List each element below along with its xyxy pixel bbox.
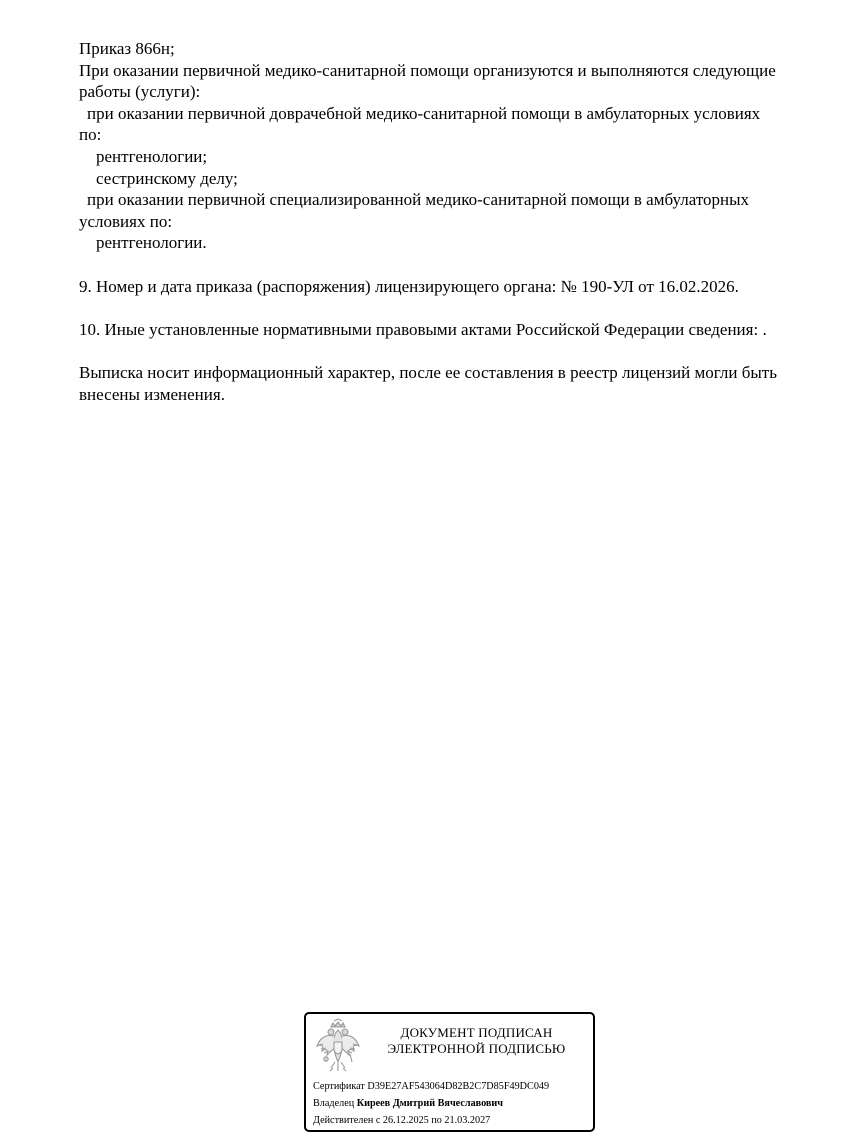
stamp-title-line: ЭЛЕКТРОННОЙ ПОДПИСЬЮ: [387, 1041, 566, 1056]
note-line: внесены изменения.: [79, 384, 225, 404]
document-line: Приказ 866н;: [79, 39, 175, 58]
note-line: Выписка носит информационный характер, после ее составления в реестр лицензий могли быть: [79, 362, 777, 382]
item-10: 10. Иные установленные нормативными правовыми актами Российской Федерации сведения: .: [79, 319, 767, 339]
certificate-row: [313, 1078, 549, 1095]
stamp-title: [366, 1025, 587, 1057]
certificate-label: Сертификат: [313, 1081, 365, 1092]
stamp-info: [313, 1078, 549, 1129]
document-line: при оказании первичной доврачебной медико-санитарной помощи в амбулаторных условиях: [87, 103, 761, 123]
spacer: [79, 297, 819, 319]
document-line: сестринскому делу;: [96, 168, 238, 188]
stamp-title-line: ДОКУМЕНТ ПОДПИСАН: [400, 1025, 553, 1040]
spacer: [79, 340, 819, 362]
owner-label: Владелец: [313, 1098, 355, 1109]
owner-value: Киреев Дмитрий Вячеславович: [356, 1098, 504, 1109]
electronic-signature-stamp: [304, 1012, 595, 1132]
spacer: [79, 254, 819, 276]
validity-row: Действителен с 26.12.2025 по 21.03.2027: [313, 1115, 491, 1126]
document-line: по:: [79, 125, 102, 145]
owner-row: [313, 1095, 549, 1112]
document-line: При оказании первичной медико-санитарной помощи организуются и выполняются следующие: [79, 60, 776, 80]
document-line: условиях по:: [79, 211, 173, 231]
item-9: 9. Номер и дата приказа (распоряжения) лицензирующего органа: № 190-УЛ от 16.02.2026.: [79, 276, 739, 296]
certificate-value: D39E27AF543064D82B2C7D85F49DC049: [367, 1081, 550, 1092]
document-line: работы (услуги):: [79, 82, 201, 102]
document-line: рентгенологии.: [96, 233, 207, 253]
document-body: [79, 38, 819, 405]
document-line: при оказании первичной специализированной медико-санитарной помощи в амбулаторных: [87, 190, 750, 210]
document-line: рентгенологии;: [96, 146, 208, 166]
coat-of-arms-icon: [314, 1018, 362, 1076]
